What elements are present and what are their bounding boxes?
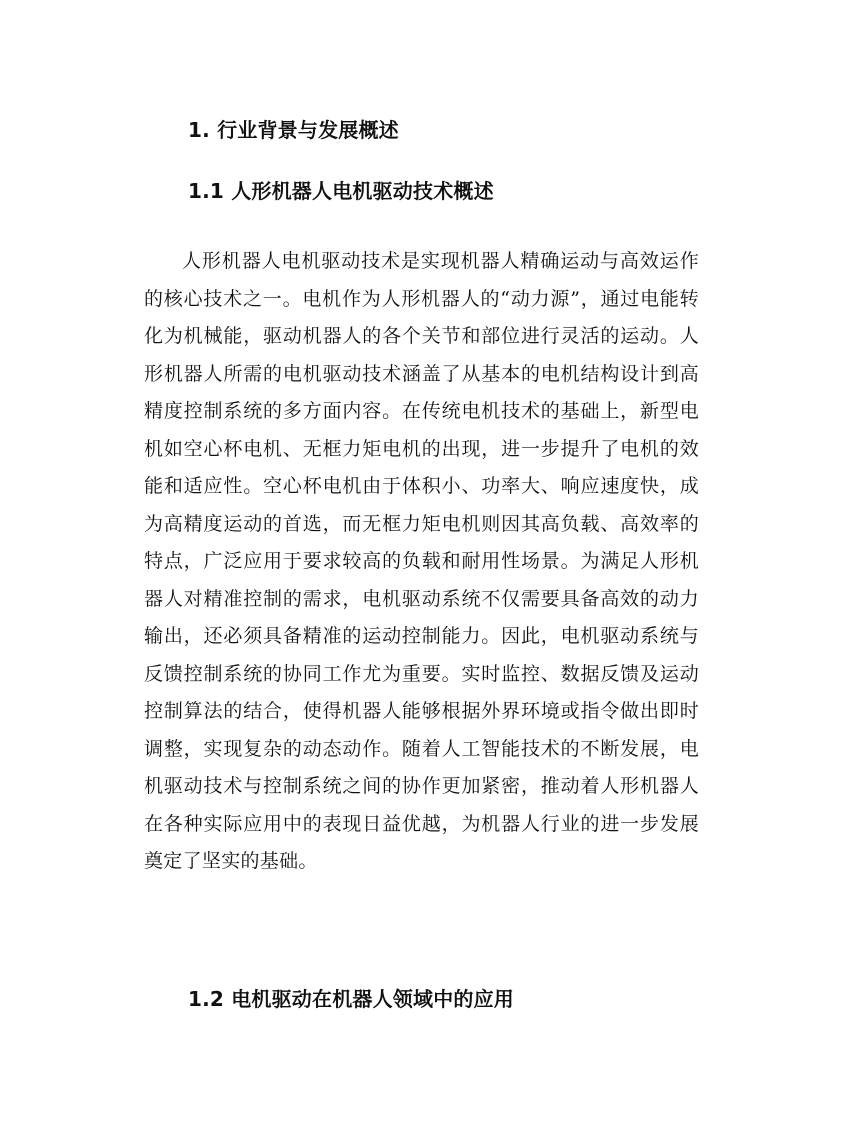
section-1-2-heading: 1.2 电机驱动在机器人领域中的应用 bbox=[188, 987, 514, 1011]
section-1-1-heading: 1.1 人形机器人电机驱动技术概述 bbox=[188, 179, 494, 203]
section-1-heading: 1. 行业背景与发展概述 bbox=[188, 118, 399, 142]
section-1-1-paragraph: 人形机器人电机驱动技术是实现机器人精确运动与高效运作的核心技术之一。电机作为人形机器人的“动力源”，通过电能转化为机械能，驱动机器人的各个关节和部位进行灵活的运动。人形机器人所需的电机驱动技术涵盖了从基本的电机结构设计到高精度控制系统的多方面内容。在传统电机技术的基础上，新型电机如空心杯电机、无框力矩电机的出现，进一步提升了电机的效能和适应性。空心杯电机由于体积小、功率大、响应速度快，成为高精度运动的首选，而无框力矩电机则因其高负载、高效率的特点，广泛应用于要求较高的负载和耐用性场景。为满足人形机器人对精准控制的需求，电机驱动系统不仅需要具备高效的动力输出，还必须具备精准的运动控制能力。因此，电机驱动系统与反馈控制系统的协同工作尤为重要。实时监控、数据反馈及运动控制算法的结合，使得机器人能够根据外界环境或指令做出即时调整，实现复杂的动态动作。随着人工智能技术的不断发展，电机驱动技术与控制系统之间的协作更加紧密，推动着人形机器人在各种实际应用中的表现日益优越，为机器人行业的进一步发展奠定了坚实的基础。 bbox=[144, 250, 699, 872]
